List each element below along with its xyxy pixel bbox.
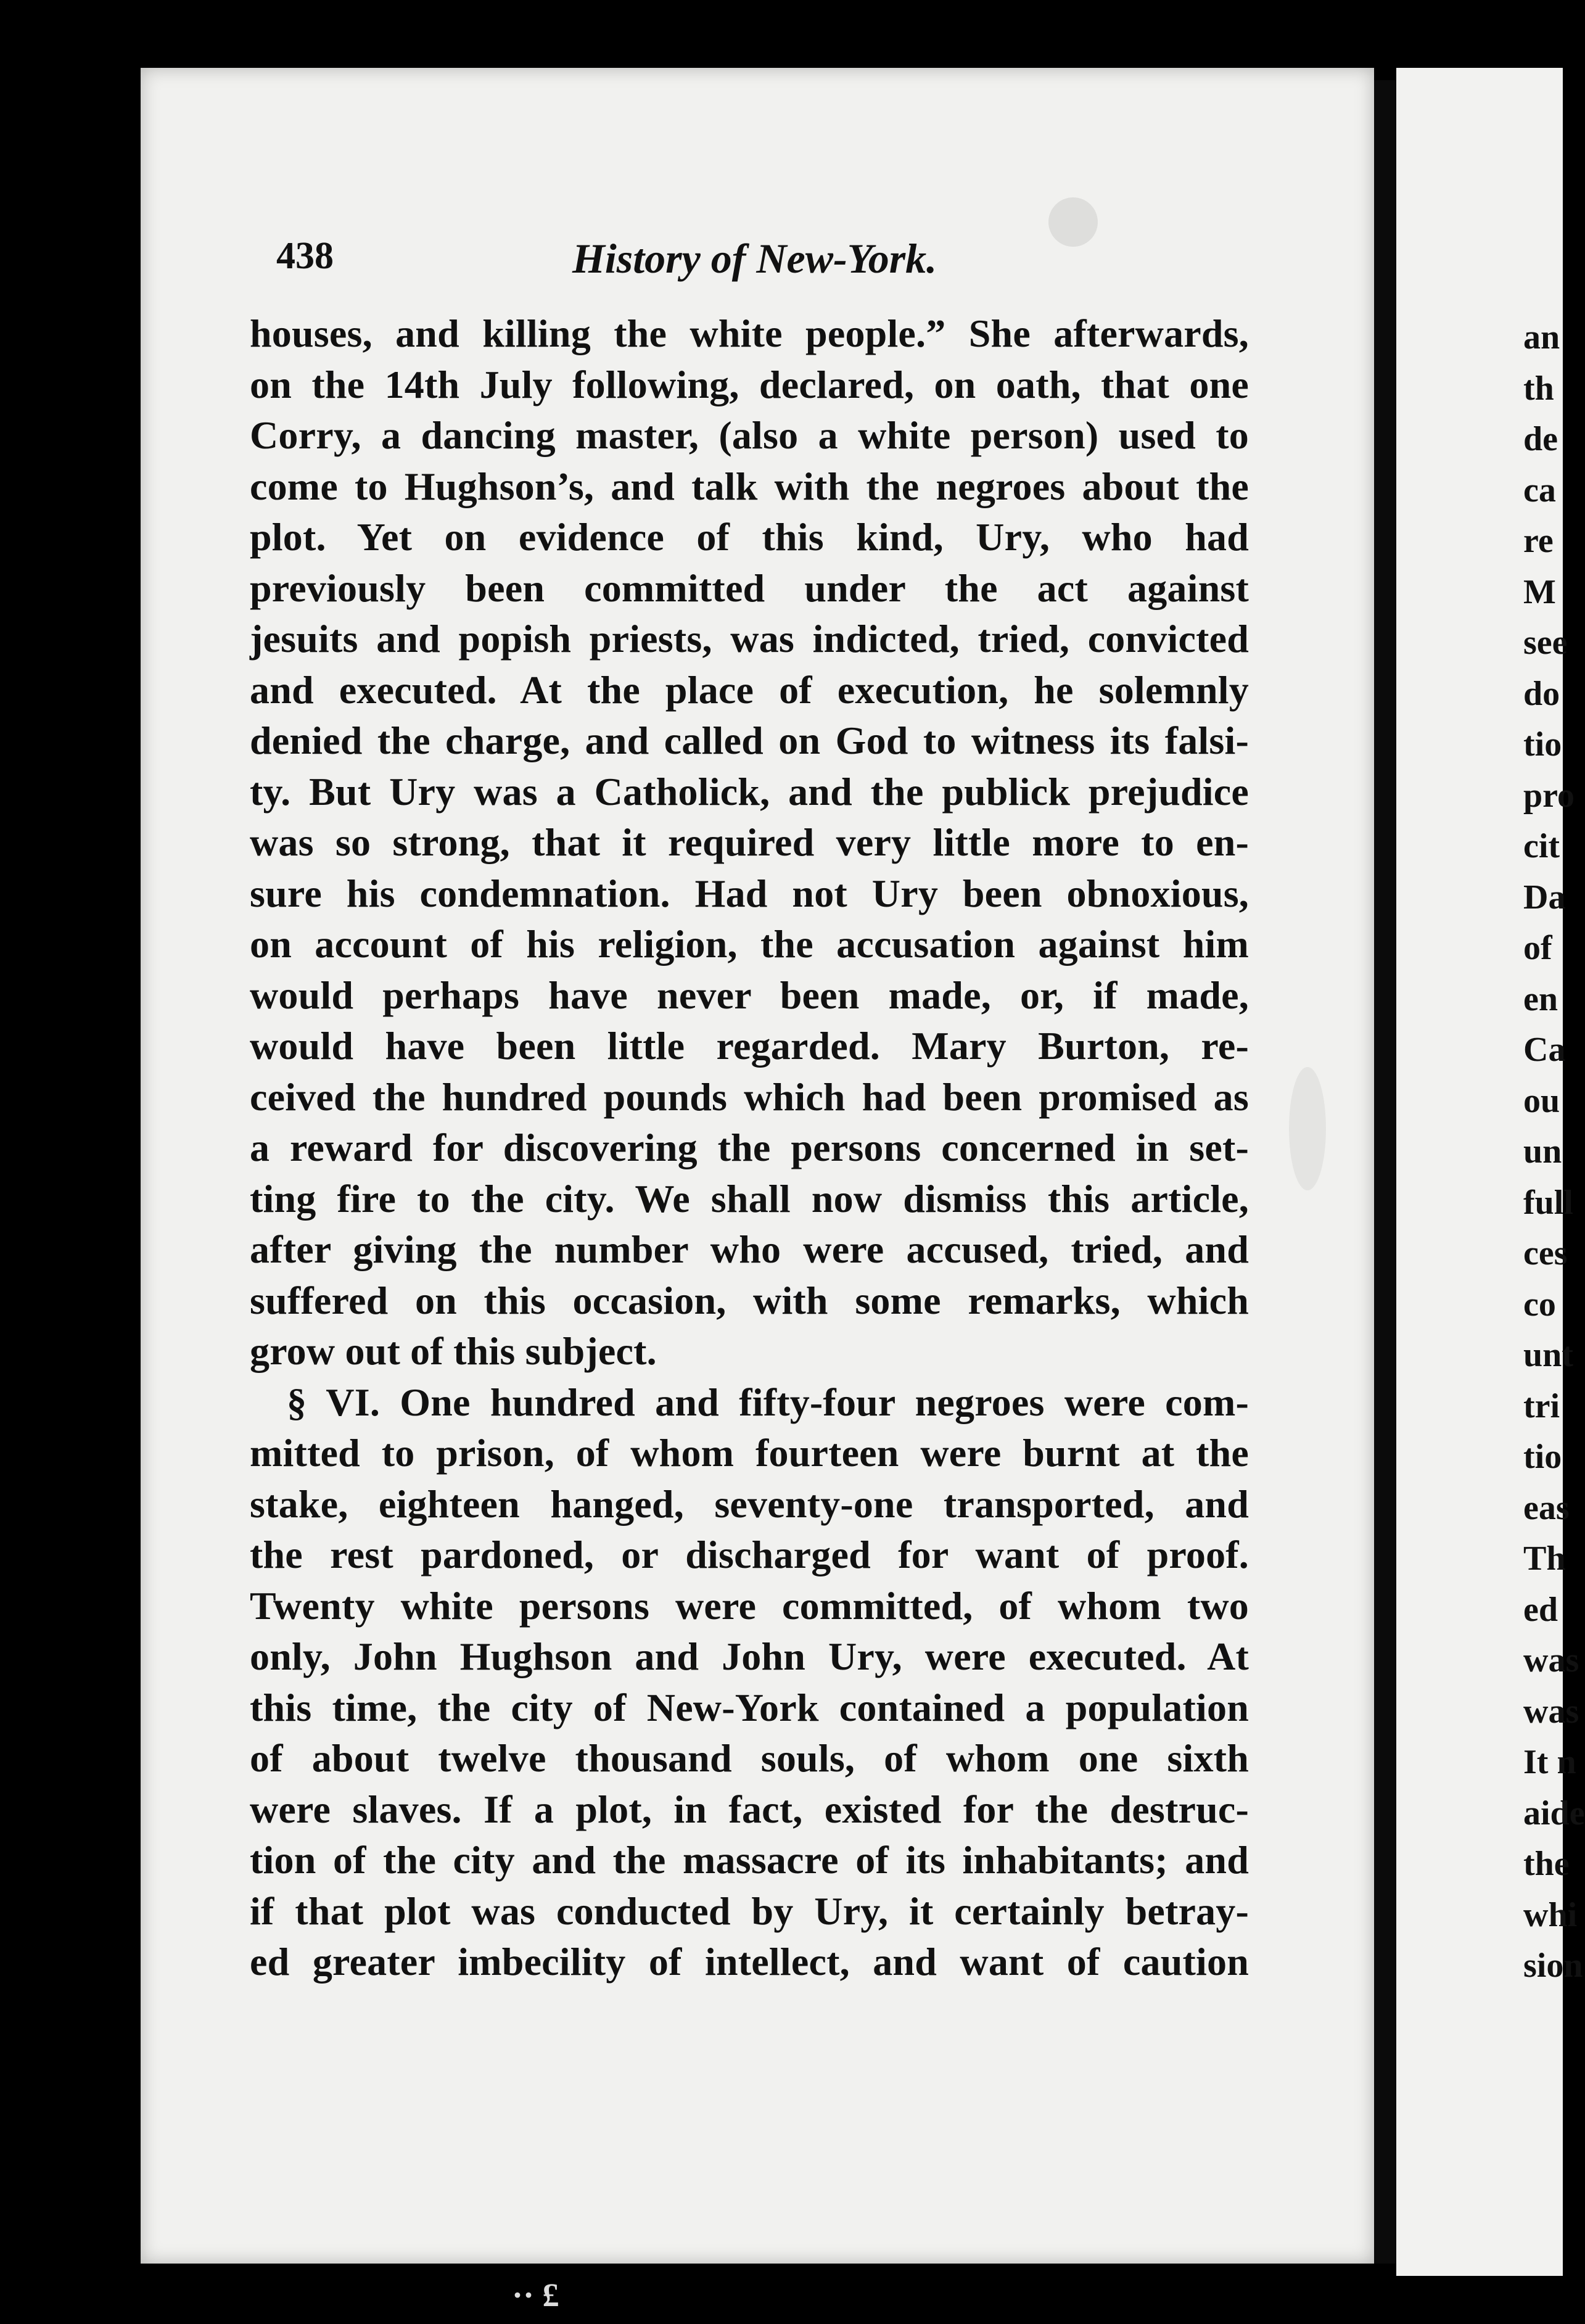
facing-fragment: unt	[1523, 1336, 1573, 1374]
text-line: a reward for discovering the persons concerned in set-	[250, 1126, 1249, 1169]
facing-fragment: de	[1523, 420, 1558, 458]
facing-fragment: eas	[1523, 1488, 1570, 1527]
page-header	[276, 234, 986, 302]
facing-fragment: pro	[1523, 776, 1575, 815]
facing-fragment: full	[1523, 1183, 1573, 1222]
ink-smudge	[1289, 1067, 1326, 1190]
facing-fragment: see	[1523, 624, 1568, 662]
text-line: on the 14th July following, declared, on oath, that one	[250, 362, 1249, 406]
facing-fragment: tri	[1523, 1387, 1560, 1425]
text-line: only, John Hughson and John Ury, were executed. At	[250, 1634, 1249, 1678]
facing-fragment: Ca	[1523, 1031, 1566, 1069]
facing-fragment: aide	[1523, 1794, 1585, 1832]
facing-fragment: ou	[1523, 1081, 1560, 1120]
facing-fragment: ces	[1523, 1234, 1568, 1272]
text-line: were slaves. If a plot, in fact, existed for the destruc-	[250, 1787, 1249, 1831]
facing-fragment: It n	[1523, 1743, 1576, 1781]
running-head: History of New-York.	[572, 235, 937, 282]
text-line: ting fire to the city. We shall now dismiss this article,	[250, 1176, 1249, 1221]
facing-fragment: do	[1523, 674, 1560, 713]
text-line: come to Hughson’s, and talk with the negroes about the	[250, 464, 1249, 508]
ink-smudge	[1048, 197, 1098, 247]
facing-fragment: th	[1523, 369, 1554, 408]
text-line: was so strong, that it required very little more to en-	[250, 820, 1249, 864]
text-line: ed greater imbecility of intellect, and want of caution	[250, 1940, 1249, 1984]
page-number: 438	[276, 235, 334, 277]
facing-page-fragments	[1523, 312, 1585, 1992]
text-line: if that plot was conducted by Ury, it certainly betray-	[250, 1889, 1249, 1933]
text-line: on account of his religion, the accusation against him	[250, 922, 1249, 966]
facing-fragment: tio	[1523, 1438, 1562, 1476]
facing-fragment: M	[1523, 572, 1556, 611]
facing-fragment: ed	[1523, 1590, 1558, 1629]
text-line: grow out of this subject.	[250, 1329, 657, 1373]
facing-fragment: tio	[1523, 725, 1562, 764]
text-line: this time, the city of New-York contained a population	[250, 1685, 1249, 1729]
text-line: ceived the hundred pounds which had been promised as	[250, 1074, 1249, 1119]
text-line: sure his condemnation. Had not Ury been obnoxious,	[250, 871, 1249, 915]
body-text	[250, 308, 1249, 1988]
facing-fragment: was	[1523, 1641, 1579, 1679]
facing-fragment: cit	[1523, 827, 1560, 865]
facing-fragment: Da	[1523, 878, 1566, 917]
text-line: stake, eighteen hanged, seventy-one transported, and	[250, 1481, 1249, 1526]
text-line: and executed. At the place of execution, he solemnly	[250, 667, 1249, 712]
book-gutter	[1374, 80, 1396, 2264]
text-line: Twenty white persons were committed, of whom two	[250, 1583, 1249, 1628]
facing-fragment: an	[1523, 318, 1560, 356]
text-line: after giving the number who were accused, tried, and	[250, 1227, 1249, 1271]
section-start-line: § VI. One hundred and fifty-four negroes were com-	[287, 1380, 1249, 1424]
text-line: suffered on this occasion, with some remarks, which	[250, 1278, 1249, 1322]
text-line: ty. But Ury was a Catholick, and the publick prejudice	[250, 769, 1249, 814]
text-line: tion of the city and the massacre of its inhabitants; and	[250, 1838, 1249, 1882]
text-line: plot. Yet on evidence of this kind, Ury, who had	[250, 515, 1249, 559]
text-line: denied the charge, and called on God to witness its falsi-	[250, 719, 1249, 762]
facing-fragment: of	[1523, 929, 1552, 967]
text-line: would have been little regarded. Mary Burton, re-	[250, 1024, 1249, 1068]
facing-fragment: sion	[1523, 1947, 1583, 1985]
facing-fragment: was	[1523, 1692, 1579, 1731]
text-line: of about twelve thousand souls, of whom one sixth	[250, 1736, 1249, 1780]
facing-fragment: the	[1523, 1845, 1570, 1883]
text-line: would perhaps have never been made, or, if made,	[250, 973, 1249, 1017]
text-line: previously been committed under the act against	[250, 566, 1249, 610]
facing-fragment: un	[1523, 1132, 1562, 1171]
text-line: jesuits and popish priests, was indicted, tried, convicted	[250, 617, 1249, 661]
facing-fragment: co	[1523, 1285, 1556, 1324]
text-line: mitted to prison, of whom fourteen were burnt at the	[250, 1431, 1249, 1475]
facing-fragment: whi	[1523, 1895, 1578, 1934]
facing-fragment: Th	[1523, 1539, 1566, 1578]
footer-mark: ·· £	[512, 2277, 559, 2314]
text-line: Corry, a dancing master, (also a white person) used to	[250, 413, 1249, 457]
facing-fragment: en	[1523, 979, 1558, 1018]
text-line: houses, and killing the white people.” She afterwards,	[250, 311, 1249, 355]
facing-fragment: re	[1523, 522, 1554, 560]
facing-fragment: ca	[1523, 471, 1556, 509]
text-line: the rest pardoned, or discharged for want of proof.	[250, 1533, 1249, 1576]
